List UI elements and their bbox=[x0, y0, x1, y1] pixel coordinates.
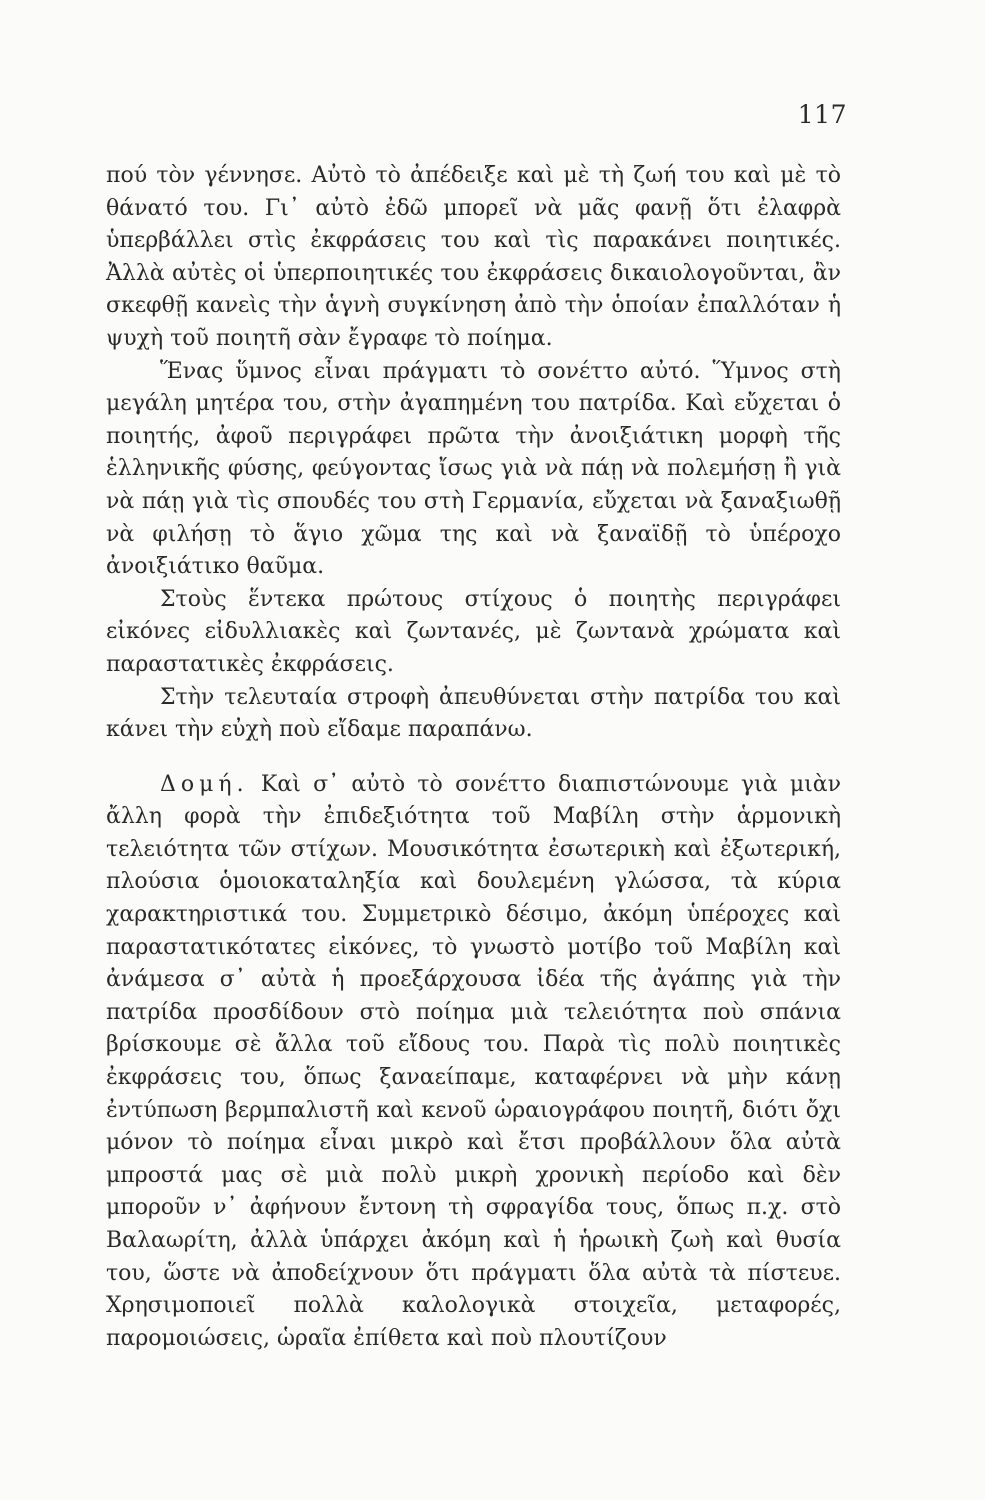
paragraph-1: πού τὸν γέννησε. Αὐτὸ τὸ ἀπέδειξε καὶ μὲ τὴ ζωή του καὶ μὲ τὸ θάνατό του. Γι᾽ αὐτὸ ἐδῶ μπορεῖ νὰ μᾶς φανῇ ὅτι ἐλαφρὰ ὑπερβάλλει στὶς ἐκφράσεις του καὶ τὶς παρακάνει ποιητικές. Ἀλλὰ αὐτὲς οἱ ὑπερποιητικές του ἐκφράσεις δικαιολογοῦνται, ἂν σκεφθῇ κανεὶς τὴν ἁγνὴ συγκίνηση ἀπὸ τὴν ὁποίαν ἐπαλλόταν ἡ ψυχὴ τοῦ ποιητῆ σὰν ἔγραφε τὸ ποίημα. bbox=[106, 163, 841, 351]
body-text bbox=[106, 160, 841, 1355]
paragraph-3: Στοὺς ἕντεκα πρώτους στίχους ὁ ποιητὴς περιγράφει εἰκόνες εἰδυλλιακὲς καὶ ζωντανές, μὲ ζωντανὰ χρώματα καὶ παραστατικὲς ἐκφράσεις. bbox=[106, 586, 841, 677]
page-number: 117 bbox=[797, 100, 847, 129]
paragraph-4: Στὴν τελευταία στροφὴ ἀπευθύνεται στὴν πατρίδα του καὶ κάνει τὴν εὐχὴ ποὺ εἴδαμε παραπάνω. bbox=[106, 684, 841, 743]
paragraph-2: Ἕνας ὕμνος εἶναι πράγματι τὸ σονέττο αὐτό. Ὕμνος στὴ μεγάλη μητέρα του, στὴν ἀγαπημένη του πατρίδα. Καὶ εὔχεται ὁ ποιητής, ἀφοῦ περιγράφει πρῶτα τὴν ἀνοιξιάτικη μορφὴ τῆς ἑλληνικῆς φύσης, φεύγοντας ἴσως γιὰ νὰ πάῃ νὰ πολεμήσῃ ἢ γιὰ νὰ πάῃ γιὰ τὶς σπουδές του στὴ Γερμανία, εὔχεται νὰ ξαναξιωθῇ νὰ φιλήσῃ τὸ ἅγιο χῶμα της καὶ νὰ ξαναϊδῇ τὸ ὑπέροχο ἀνοιξιάτικο θαῦμα. bbox=[106, 358, 841, 580]
paragraph-5 bbox=[106, 769, 841, 1356]
paragraph-5-text: Καὶ σ᾽ αὐτὸ τὸ σονέττο διαπιστώνουμε γιὰ μιὰν ἄλλη φορὰ τὴν ἐπιδεξιότητα τοῦ Μαβίλη στὴν ἁρμονικὴ τελειότητα τῶν στίχων. Μουσικότητα ἐσωτερικὴ καὶ ἐξωτερική, πλούσια ὁμοιοκαταληξία καὶ δουλεμένη γλώσσα, τὰ κύρια χαρακτηριστικά του. Συμμετρικὸ δέσιμο, ἀκόμη ὑπέροχες καὶ παραστατικότατες εἰκόνες, τὸ γνωστὸ μοτίβο τοῦ Μαβίλη καὶ ἀνάμεσα σ᾽ αὐτὰ ἡ προεξάρχουσα ἰδέα τῆς ἀγάπης γιὰ τὴν πατρίδα προσδίδουν στὸ ποίημα μιὰ τελειότητα ποὺ σπάνια βρίσκουμε σὲ ἄλλα τοῦ εἴδους του. Παρὰ τὶς πολὺ ποιητικὲς ἐκφράσεις του, ὅπως ξαναείπαμε, καταφέρνει νὰ μὴν κάνῃ ἐντύπωση βερμπαλιστῆ καὶ κενοῦ ὡραιογράφου ποιητῆ, διότι ὄχι μόνον τὸ ποίημα εἶναι μικρὸ καὶ ἔτσι προβάλλουν ὅλα αὐτὰ μπροστά μας σὲ μιὰ πολὺ μικρὴ χρονικὴ περίοδο καὶ δὲν μποροῦν ν᾽ ἀφήνουν ἔντονη τὴ σφραγίδα τους, ὅπως π.χ. στὸ Βαλαωρίτη, ἀλλὰ ὑπάρχει ἀκόμη καὶ ἡ ἡρωικὴ ζωὴ καὶ θυσία του, ὥστε νὰ ἀποδείχνουν ὅτι πράγματι ὅλα αὐτὰ τὰ πίστευε. Χρησιμοποιεῖ πολλὰ καλολογικὰ στοιχεῖα, μεταφορές, παρομοιώσεις, ὡραῖα ἐπίθετα καὶ ποὺ πλουτίζουν bbox=[106, 771, 841, 1351]
section-heading-structure: Δομή. bbox=[160, 771, 249, 797]
